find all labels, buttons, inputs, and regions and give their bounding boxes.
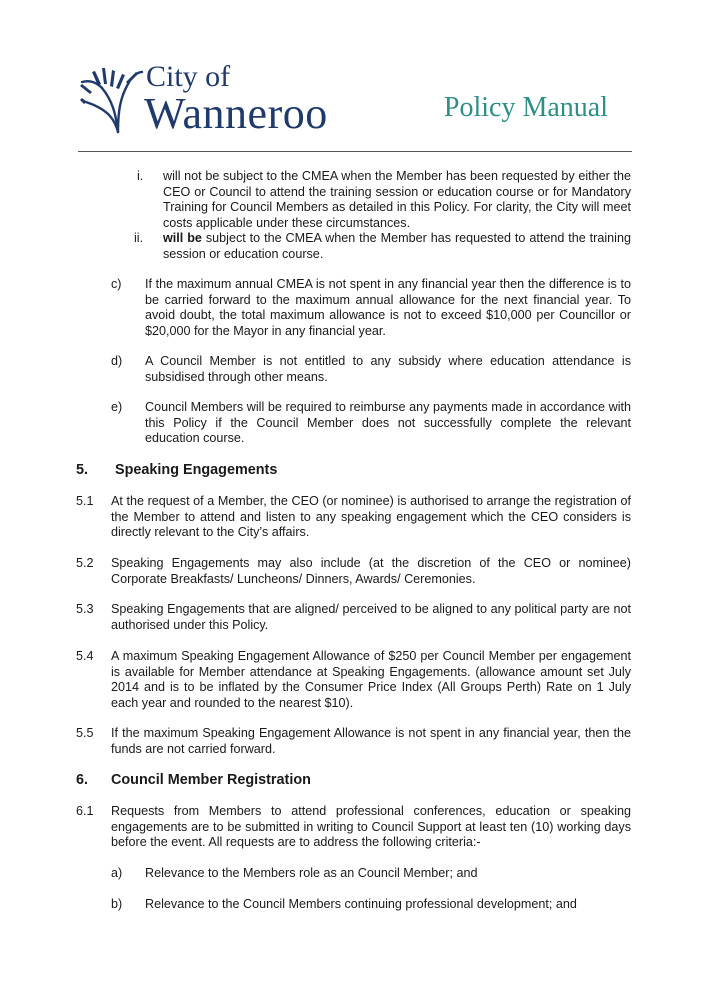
clause-number: 5.4 — [76, 649, 94, 663]
item-number: i. — [137, 169, 144, 183]
clause-text: At the request of a Member, the CEO (or nominee) is authorised to arrange the registration of the Member to attend and listen to any speaking engagement which the CEO considers is directly relevant to the City’s affairs. — [111, 494, 631, 540]
section-number: 5. — [76, 462, 89, 478]
clause-text: Speaking Engagements that are aligned/ perceived to be aligned to any political party are not authorised under this Policy. — [111, 602, 631, 632]
policy-manual-title: Policy Manual — [443, 92, 608, 123]
page-header — [0, 0, 706, 152]
item-number: d) — [111, 354, 123, 368]
item-number: c) — [111, 277, 122, 291]
clause-number: 5.1 — [76, 494, 94, 508]
clause-text: If the maximum Speaking Engagement Allowance is not spent in any financial year, then the funds are not carried forward. — [111, 726, 631, 756]
section-title: Speaking Engagements — [115, 462, 278, 478]
header-divider — [78, 151, 632, 152]
clause-text: Speaking Engagements may also include (at the discretion of the CEO or nominee) Corporate Breakfasts/ Luncheons/ Dinners, Awards/ Ceremonies. — [111, 556, 631, 586]
clause-number: 5.2 — [76, 556, 94, 570]
clause-number: 6.1 — [76, 804, 94, 818]
clause-text: Requests from Members to attend professional conferences, education or speaking engagements are to be submitted in writing to Council Support at least ten (10) working days before the event. All requests are to address the following criteria:- — [111, 804, 631, 850]
section-number: 6. — [76, 772, 89, 788]
item-number: ii. — [134, 231, 144, 245]
item-text: subject to the CMEA when the Member has requested to attend the training session or education course. — [163, 231, 631, 261]
clause-text: A maximum Speaking Engagement Allowance of $250 per Council Member per engagement is available for Member attendance at Speaking Engagements. (allowance amount set July 2014 and is to be inflated by the Consumer Price Index (All Groups Perth) Rate on 1 July each year and rounded to the nearest $10). — [111, 649, 631, 710]
item-number: a) — [111, 866, 123, 880]
item-text: A Council Member is not entitled to any subsidy where education attendance is subsidised through other means. — [145, 354, 631, 384]
logo-wanneroo-text: Wanneroo — [144, 89, 328, 138]
item-bold-lead: will be — [163, 231, 202, 245]
logo-city-text: City of — [146, 60, 231, 93]
clause-number: 5.5 — [76, 726, 94, 740]
item-text: will not be subject to the CMEA when the Member has been requested by either the CEO or Council to attend the training session or education course or for Mandatory Training for Council Members as detailed in this Policy. For clarity, the City will meet costs applicable under these circumstances. — [163, 169, 631, 230]
section-title: Council Member Registration — [111, 772, 311, 788]
item-text: If the maximum annual CMEA is not spent in any financial year then the difference is to be carried forward to the maximum annual allowance for the next financial year. To avoid doubt, the total maximum allowance is not to exceed $10,000 per Councillor or $20,000 for the Mayor in any financial year. — [145, 277, 631, 338]
item-number: b) — [111, 897, 123, 911]
item-text-wrap — [163, 231, 631, 262]
item-text: Council Members will be required to reimburse any payments made in accordance with this Policy if the Council Member does not successfully complete the relevant education course. — [145, 400, 631, 446]
wanneroo-plant-icon — [78, 64, 144, 134]
item-text: Relevance to the Members role as an Council Member; and — [145, 866, 478, 880]
item-number: e) — [111, 400, 123, 414]
city-logo — [78, 62, 328, 136]
clause-number: 5.3 — [76, 602, 94, 616]
item-text: Relevance to the Council Members continuing professional development; and — [145, 897, 577, 911]
